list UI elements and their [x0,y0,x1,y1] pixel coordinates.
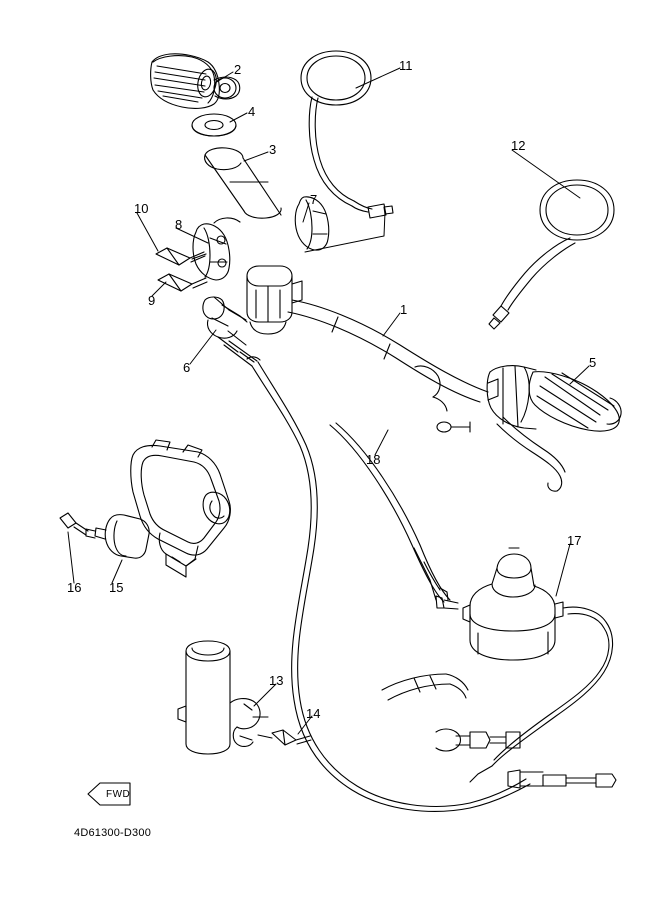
callout-13: 13 [269,673,284,688]
callout-4: 4 [248,104,256,119]
part-handlebar-tube [205,148,282,218]
callout-9: 9 [148,293,156,308]
callout-3: 3 [269,142,277,157]
callout-16: 16 [67,580,82,595]
part-left-grip [151,54,240,109]
callout-8: 8 [175,217,183,232]
part-lever-holder [131,440,231,577]
part-code: 4D61300-D300 [74,827,152,839]
callout-10: 10 [134,201,149,216]
part-bolt-16 [60,513,88,535]
part-washer [192,114,236,136]
callout-15: 15 [109,580,124,595]
part-clutch-bracket [193,218,240,280]
callout-2: 2 [234,62,242,77]
part-fork-clamp [178,641,311,754]
callout-7: 7 [310,192,318,207]
callout-6: 6 [183,360,191,375]
callout-12: 12 [511,138,526,153]
part-bolt-10 [156,248,206,265]
fwd-label: FWD [106,789,131,800]
callout-17: 17 [567,533,582,548]
part-carburetor [463,548,563,660]
callout-leaders [68,68,589,734]
part-throttle-cables [330,423,616,788]
callout-1: 1 [400,302,408,317]
callout-5: 5 [589,355,597,370]
part-right-mirror [489,180,614,329]
part-clutch-cable-adjuster [203,297,260,366]
callout-18: 18 [366,452,381,467]
part-lever-15 [86,515,149,559]
callout-14: 14 [306,706,321,721]
callout-11: 11 [399,58,413,73]
part-main-handlebar [288,300,488,432]
part-right-grip [487,366,621,492]
part-frame-hint [382,674,520,751]
